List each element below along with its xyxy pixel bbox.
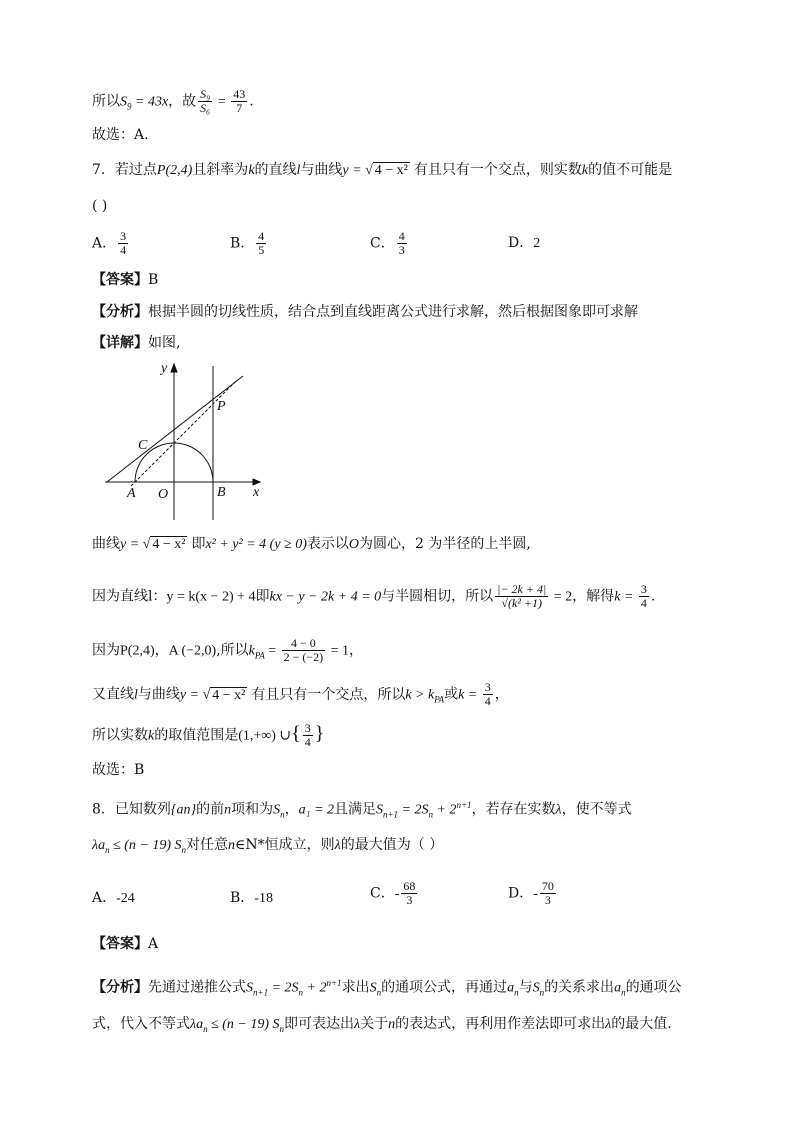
q7-option-b: B． $\frac{4}{5}$ [230,229,265,257]
label-P: P [217,399,226,414]
line-s9-result [92,88,254,116]
tangent-line [107,376,243,482]
q8-stem-line2: $\lambda a_n \le (n - 19)$ $S_n$对任意n∈N*恒成立，则λ的最大值为（ ） [92,837,444,855]
q8-option-b: B．-18 [230,890,273,906]
q7-figure [95,358,275,528]
q7-answer: 【答案】B [92,272,159,288]
y-axis-arrow [171,364,177,372]
q7-step4: 又直线l与曲线y = √ 4 − x² 有且只有一个交点，所以$k > k_{PA}$或k = $\frac{3}{4}$ ， [92,680,509,708]
q7-step3: 因为P(2,4)，A (−2,0),所以$k_{PA}$ = $\frac{4 - 0}{2 - (-2)}$ = 1， [92,636,364,664]
text: . [249,93,254,110]
fraction: $\frac{\text{S₉}}{\text{S₆}}$ [200,87,211,115]
q7-detail: 【详解】如图, [92,335,181,351]
q8-answer: 【答案】A [92,936,159,952]
q7-step1: 曲线y = √ 4 − x² 即x² + y² = 4 (y ≥ 0)表示以O为圆心，2 为半径的上半圆, [92,536,531,552]
q7-option-c: C． $\frac{4}{3}$ [370,229,405,257]
q8-option-a: A．-24 [92,890,135,906]
q8-analysis-line2: 式，代入不等式$\lambda a_n \le (n - 19)$ $S_n$即可表达出λ关于n的表达式，再利用作差法即可求出λ的最大值. [92,1016,672,1034]
q7-step5: 所以实数k的取值范围是(1,+∞) ∪{ $\frac{3}{4}$ } [92,721,325,749]
q8-option-d: D．- $\frac{70}{3}$ [508,879,554,907]
q7-step2: 因为直线l：y = k(x − 2) + 4即kx − y − 2k + 4 = 0与半圆相切，所以 $\frac{|- 2k + 4|}{\text{√(k² +1)}}$ = 2，解得k = $\frac{3}{4}$ . [92,582,656,610]
line-AP [131,380,237,486]
label-C: C [138,438,148,453]
q7-paren: ( ) [92,198,108,214]
label-B: B [217,485,226,500]
math: = [214,94,230,110]
q7-option-d: D．2 [508,235,541,251]
q7-final: 故选：B [92,762,145,778]
q7-stem-line1: 7．若过点P(2,4)且斜率为k的直线l与曲线y = √ 4 − x² 有且只有一个交点，则实数k的值不可能是 [92,162,673,178]
q8-stem-line1: 8．已知数列{an}的前n项和为$S_n$，a₁ = 2且满足$S_{n+1} = 2S_n + 2^{n+1}$，若存在实数λ，使不等式 [92,800,632,820]
label-x: x [253,485,260,500]
label-y: y [161,361,168,376]
math: S [120,94,127,110]
label-A: A [127,486,136,501]
q8-analysis-line1: 【分析】先通过递推公式$S_{n+1} = 2S_n + 2^{n+1}$求出$S_n$的通项公式，再通过$a_n$与$S_n$的关系求出$a_n$的通项公 [92,978,682,998]
text: 所以 [92,93,120,110]
q7-analysis: 【分析】根据半圆的切线性质，结合点到直线距离公式进行求解，然后根据图象即可求解 [92,304,638,320]
math: = 43x [131,94,169,110]
fraction: $\frac{43}{7}$ [233,87,246,115]
math-sub: 9 [127,101,132,112]
label-O: O [158,487,169,502]
q8-option-c: C．- $\frac{68}{3}$ [370,879,416,907]
text: ，故 [168,93,197,110]
q7-option-a: A． $\frac{3}{4}$ [92,229,127,257]
answer-q6: 故选：A. [92,127,149,143]
